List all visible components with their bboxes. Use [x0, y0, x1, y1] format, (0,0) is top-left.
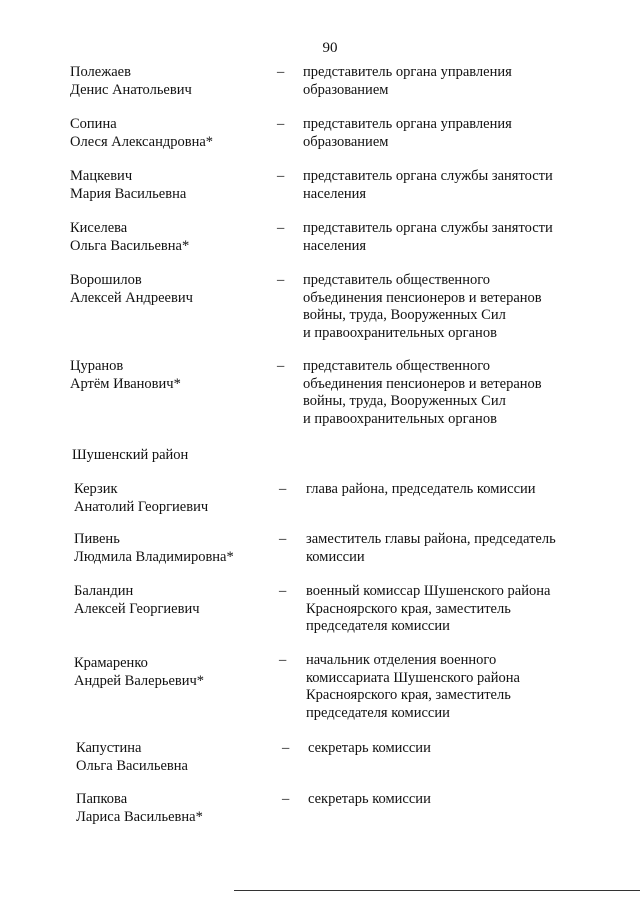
member-name	[70, 116, 270, 151]
member-role	[308, 740, 593, 758]
member-name	[74, 481, 274, 516]
dash: –	[277, 358, 285, 374]
member-given-names: Олеся Александровна*	[70, 133, 214, 150]
role-line: войны, труда, Вооруженных Сил	[303, 307, 506, 323]
role-line: представитель органа управления	[303, 64, 512, 80]
member-name	[70, 168, 270, 203]
page-number: 90	[322, 40, 338, 56]
role-line: секретарь комиссии	[308, 740, 431, 756]
member-surname: Баландин	[74, 583, 134, 599]
role-line: заместитель главы района, председатель	[306, 531, 556, 547]
member-given-names: Андрей Валерьевич*	[74, 672, 205, 689]
member-surname: Капустина	[76, 740, 142, 756]
member-role	[306, 583, 591, 636]
member-given-names: Лариса Васильевна*	[76, 808, 203, 825]
member-name	[74, 655, 274, 690]
role-line: объединения пенсионеров и ветеранов	[303, 289, 542, 306]
role-line: объединения пенсионеров и ветеранов	[303, 375, 542, 392]
member-given-names: Артём Иванович*	[70, 375, 181, 392]
member-name	[70, 64, 270, 99]
member-surname: Крамаренко	[74, 655, 148, 671]
member-given-names: Алексей Георгиевич	[74, 600, 200, 617]
member-surname: Цуранов	[70, 358, 124, 374]
member-given-names: Анатолий Георгиевич	[74, 498, 209, 515]
member-name	[70, 358, 270, 393]
member-given-names: Мария Васильевна	[70, 185, 187, 202]
dash: –	[277, 116, 285, 132]
dash: –	[277, 64, 285, 80]
member-given-names: Ольга Васильевна	[76, 757, 188, 774]
member-role	[303, 64, 588, 99]
role-line: комиссии	[306, 548, 365, 565]
footer-rule	[234, 890, 640, 891]
role-line: и правоохранительных органов	[303, 410, 497, 427]
member-name	[76, 791, 276, 826]
role-line: представитель органа управления	[303, 116, 512, 132]
member-name	[74, 583, 274, 618]
member-given-names: Ольга Васильевна*	[70, 237, 190, 254]
role-line: начальник отделения военного	[306, 652, 497, 668]
dash: –	[282, 791, 290, 807]
member-given-names: Людмила Владимировна*	[74, 548, 234, 565]
role-line: Красноярского края, заместитель	[306, 687, 511, 703]
role-line: войны, труда, Вооруженных Сил	[303, 393, 506, 409]
member-role	[306, 531, 591, 566]
role-line: представитель общественного	[303, 272, 491, 288]
member-given-names: Денис Анатольевич	[70, 81, 192, 98]
role-line: Красноярского края, заместитель	[306, 600, 511, 617]
dash: –	[279, 652, 287, 668]
role-line: населения	[303, 237, 367, 254]
role-line: населения	[303, 185, 367, 202]
role-line: представитель общественного	[303, 358, 491, 374]
member-given-names: Алексей Андреевич	[70, 289, 193, 306]
member-name	[70, 272, 270, 307]
member-surname: Киселева	[70, 220, 128, 236]
member-role	[303, 220, 588, 255]
member-surname: Керзик	[74, 481, 118, 497]
member-surname: Папкова	[76, 791, 128, 807]
role-line: председателя комиссии	[306, 704, 450, 721]
role-line: комиссариата Шушенского района	[306, 669, 520, 686]
member-surname: Ворошилов	[70, 272, 142, 288]
member-role	[308, 791, 593, 809]
dash: –	[282, 740, 290, 756]
member-role	[303, 116, 588, 151]
role-line: представитель органа службы занятости	[303, 220, 553, 236]
member-name	[74, 531, 274, 566]
role-line: председателя комиссии	[306, 618, 450, 634]
dash: –	[279, 481, 287, 497]
dash: –	[277, 168, 285, 184]
dash: –	[277, 220, 285, 236]
member-surname: Пивень	[74, 531, 120, 547]
member-role	[306, 481, 591, 499]
role-line: образованием	[303, 81, 389, 98]
member-role	[303, 168, 588, 203]
member-name	[70, 220, 270, 255]
role-line: образованием	[303, 133, 389, 150]
dash: –	[279, 583, 287, 599]
dash: –	[277, 272, 285, 288]
member-surname: Мацкевич	[70, 168, 133, 184]
role-line: глава района, председатель комиссии	[306, 481, 536, 497]
dash: –	[279, 531, 287, 547]
member-role	[303, 272, 588, 342]
section-title: Шушенский район	[72, 447, 189, 463]
role-line: представитель органа службы занятости	[303, 168, 553, 184]
member-name	[76, 740, 276, 775]
role-line: и правоохранительных органов	[303, 324, 497, 341]
role-line: военный комиссар Шушенского района	[306, 583, 551, 599]
role-line: секретарь комиссии	[308, 791, 431, 807]
member-role	[303, 358, 588, 428]
member-surname: Сопина	[70, 116, 117, 132]
member-surname: Полежаев	[70, 64, 131, 80]
member-role	[306, 652, 591, 722]
